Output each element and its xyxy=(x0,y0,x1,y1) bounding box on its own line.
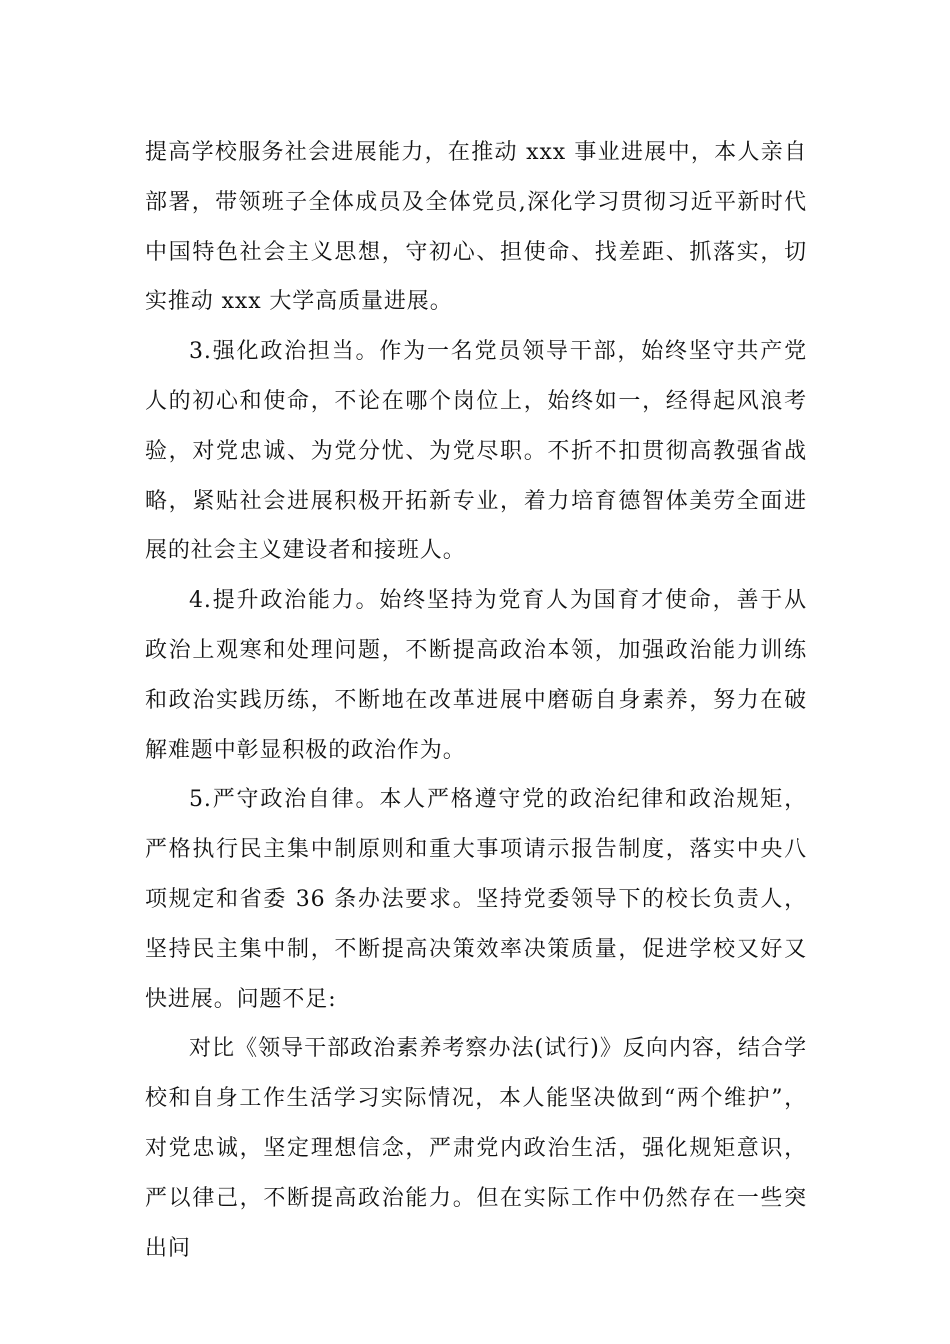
paragraph-comparison: 对比《领导干部政治素养考察办法(试行)》反向内容，结合学校和自身工作生活学习实际情况，本人能坚决做到“两个维护”，对党忠诚，坚定理想信念，严肃党内政治生活，强化规矩意识，严以律己，不断提高政治能力。但在实际工作中仍然存在一些突出问 xyxy=(145,1036,807,1261)
paragraph-political-discipline: 5.严守政治自律。本人严格遵守党的政治纪律和政治规矩，严格执行民主集中制原则和重大事项请示报告制度，落实中央八项规定和省委 36 条办法要求。坚持党委领导下的校长负责人，坚持民主集中制，不断提高决策效率决策质量，促进学校又好又快进展。问题不足: xyxy=(145,787,807,1012)
paragraph-political-ability: 4.提升政治能力。始终坚持为党育人为国育才使命，善于从政治上观寒和处理问题，不断提高政治本领，加强政治能力训练和政治实践历练，不断地在改革进展中磨砺自身素养，努力在破解难题中彰显积极的政治作为。 xyxy=(145,588,807,763)
paragraph-political-responsibility: 3.强化政治担当。作为一名党员领导干部，始终坚守共产党人的初心和使命，不论在哪个岗位上，始终如一，经得起风浪考验，对党忠诚、为党分忧、为党尽职。不折不扣贯彻高教强省战略，紧贴社会进展积极开拓新专业，着力培育德智体美劳全面进展的社会主义建设者和接班人。 xyxy=(145,339,807,564)
paragraph-continuation: 提高学校服务社会进展能力，在推动 xxx 事业进展中，本人亲自部署，带领班子全体成员及全体党员,深化学习贯彻习近平新时代中国特色社会主义思想，守初心、担使命、找差距、抓落实，切实推动 xxx 大学高质量进展。 xyxy=(145,140,807,315)
document-page xyxy=(145,128,807,1273)
